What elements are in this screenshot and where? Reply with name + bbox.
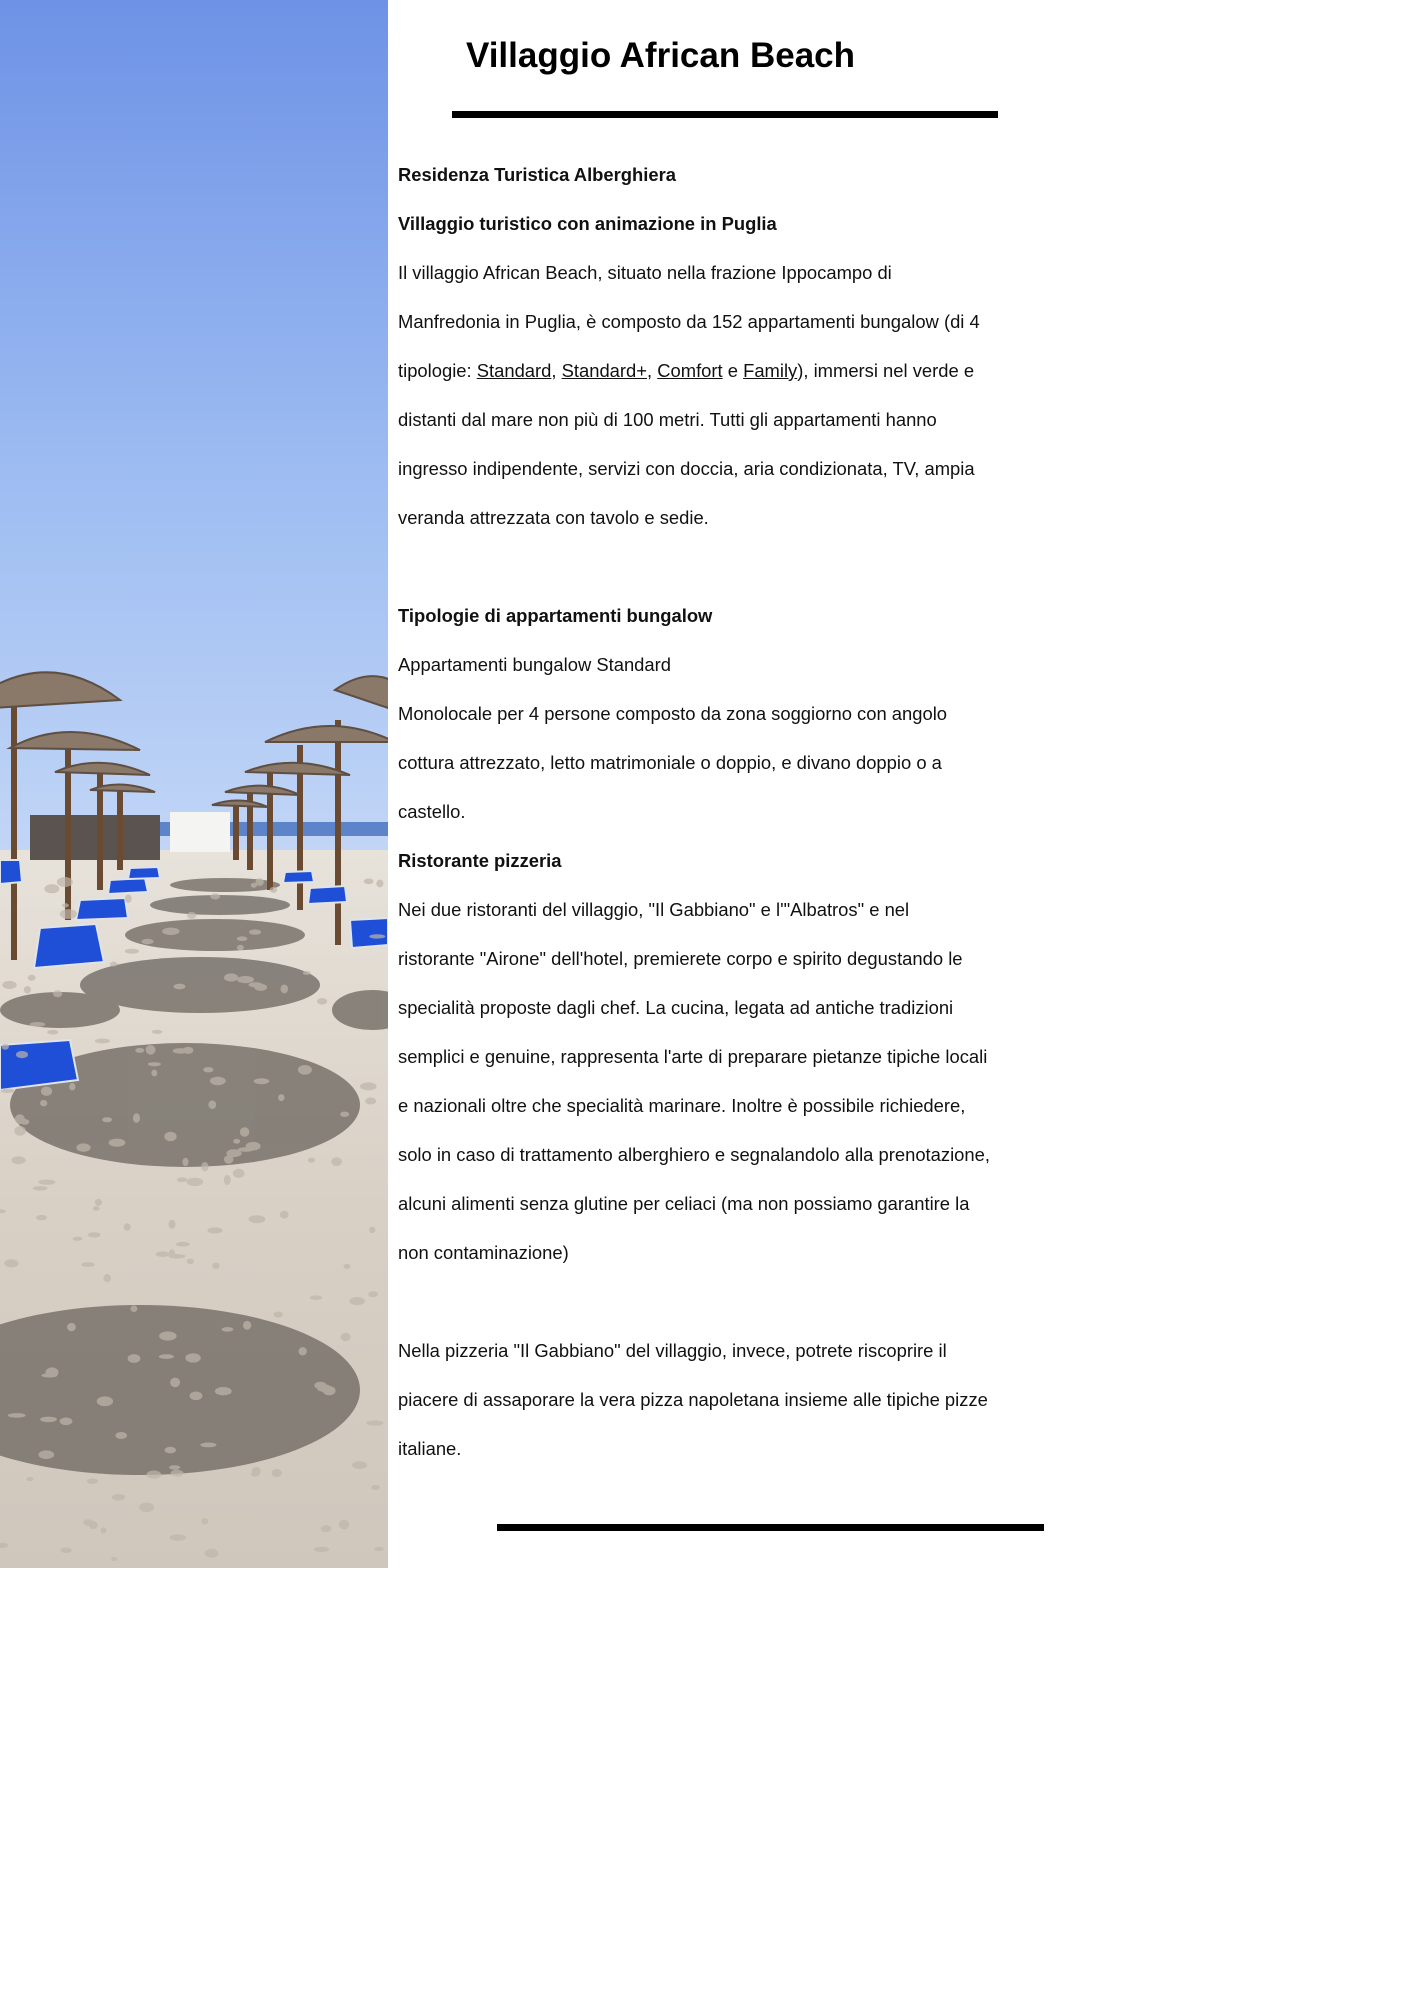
footprint-mark bbox=[102, 1117, 112, 1122]
footprint-mark bbox=[130, 1305, 137, 1312]
footprint-mark bbox=[139, 1503, 154, 1513]
footprint-mark bbox=[151, 1070, 157, 1077]
footprint-mark bbox=[159, 1331, 177, 1340]
footprint-mark bbox=[369, 1227, 375, 1233]
footprint-mark bbox=[53, 990, 62, 997]
types-heading: Tipologie di appartamenti bungalow bbox=[398, 605, 713, 626]
footprint-mark bbox=[210, 893, 220, 899]
footprint-mark bbox=[169, 1220, 176, 1229]
footprint-mark bbox=[274, 1312, 283, 1318]
footprint-mark bbox=[146, 1045, 156, 1055]
footprint-mark bbox=[170, 1378, 180, 1388]
footprint-mark bbox=[173, 1048, 188, 1054]
footprint-mark bbox=[224, 1175, 231, 1185]
footprint-mark bbox=[125, 949, 139, 954]
link-standard[interactable]: Standard bbox=[476, 360, 552, 381]
footprint-mark bbox=[310, 1296, 322, 1300]
footprint-mark bbox=[339, 1520, 350, 1530]
footprint-mark bbox=[369, 934, 385, 938]
footprint-mark bbox=[233, 1139, 240, 1144]
footprint-mark bbox=[278, 1094, 284, 1101]
footprint-mark bbox=[360, 1082, 377, 1090]
footprint-mark bbox=[317, 1384, 331, 1392]
beach-photo bbox=[0, 0, 388, 1568]
footprint-mark bbox=[1, 1044, 8, 1050]
footprint-mark bbox=[15, 1114, 25, 1124]
footprint-mark bbox=[375, 1547, 384, 1551]
footprint-mark bbox=[112, 1494, 125, 1500]
footprint-mark bbox=[251, 1472, 260, 1477]
footprint-mark bbox=[364, 878, 374, 884]
footprint-mark bbox=[111, 1557, 117, 1561]
footprint-mark bbox=[281, 985, 289, 994]
footprint-mark bbox=[171, 1470, 184, 1477]
footprint-mark bbox=[366, 1420, 383, 1425]
footprint-mark bbox=[124, 1223, 131, 1231]
footprint-mark bbox=[87, 1479, 99, 1484]
link-family[interactable]: Family bbox=[743, 360, 798, 381]
footprint-mark bbox=[233, 1169, 245, 1178]
footprint-mark bbox=[341, 1333, 351, 1341]
footprint-mark bbox=[97, 1396, 113, 1406]
restaurant-heading: Ristorante pizzeria bbox=[398, 850, 562, 871]
footprint-mark bbox=[243, 1321, 251, 1330]
footprint-mark bbox=[237, 976, 254, 983]
footprint-mark bbox=[125, 895, 132, 903]
title-divider bbox=[452, 111, 998, 118]
footprint-mark bbox=[331, 1157, 342, 1166]
footprint-mark bbox=[249, 982, 263, 987]
footprint-mark bbox=[38, 1180, 55, 1185]
footprint-mark bbox=[101, 1527, 107, 1533]
footprint-mark bbox=[24, 986, 31, 994]
footprint-mark bbox=[16, 1051, 28, 1058]
footprint-mark bbox=[201, 1518, 208, 1524]
footprint-mark bbox=[238, 1147, 254, 1152]
pizzeria-line: piacere di assaporare la vera pizza napoletana insieme alle tipiche pizze bbox=[398, 1389, 988, 1410]
footprint-mark bbox=[187, 1178, 204, 1186]
footprint-mark bbox=[135, 1048, 144, 1053]
intro-text: tipologie: bbox=[398, 360, 477, 381]
restaurant-line: specialità proposte dagli chef. La cucina, legata ad antiche tradizioni bbox=[398, 997, 954, 1018]
footprint-mark bbox=[169, 1249, 175, 1258]
link-standard-plus[interactable]: Standard+ bbox=[561, 360, 647, 381]
footprint-mark bbox=[210, 1077, 226, 1086]
footprint-mark bbox=[14, 1126, 26, 1136]
footprint-mark bbox=[224, 973, 238, 981]
restaurant-line: alcuni alimenti senza glutine per celiaci (ma non possiamo garantire la bbox=[398, 1193, 970, 1214]
footprint-mark bbox=[159, 1354, 174, 1359]
separator: , bbox=[551, 360, 562, 381]
footprint-mark bbox=[240, 1127, 250, 1137]
footprint-mark bbox=[39, 1450, 55, 1459]
standard-heading: Appartamenti bungalow Standard bbox=[398, 654, 671, 675]
footprint-mark bbox=[156, 1251, 170, 1257]
footprint-mark bbox=[83, 1519, 93, 1525]
footprint-mark bbox=[280, 1211, 289, 1219]
footprint-mark bbox=[147, 1471, 162, 1479]
footprint-mark bbox=[343, 1264, 350, 1269]
footprint-mark bbox=[60, 1548, 71, 1553]
footprint-mark bbox=[174, 984, 186, 990]
restaurant-line: Nei due ristoranti del villaggio, "Il Gabbiano" e l'"Albatros" e nel bbox=[398, 899, 910, 920]
footprint-mark bbox=[169, 1465, 180, 1470]
footprint-mark bbox=[47, 1030, 58, 1035]
footprint-mark bbox=[182, 1158, 188, 1167]
footprint-mark bbox=[215, 1387, 232, 1395]
footprint-mark bbox=[365, 1098, 376, 1105]
footprint-mark bbox=[177, 1177, 188, 1182]
footprint-mark bbox=[11, 1156, 25, 1164]
footprint-mark bbox=[46, 1367, 59, 1377]
footprint-mark bbox=[321, 1525, 332, 1532]
footprint-mark bbox=[26, 1477, 33, 1481]
beach-kiosk bbox=[30, 815, 160, 860]
document-title: Villaggio African Beach bbox=[466, 36, 855, 75]
subtitle-residence: Residenza Turistica Alberghiera bbox=[398, 164, 676, 185]
footprint-mark bbox=[133, 1113, 140, 1123]
footprint-mark bbox=[1, 1089, 14, 1093]
footprint-mark bbox=[255, 878, 263, 886]
restaurant-line: semplici e genuine, rappresenta l'arte di preparare pietanze tipiche locali bbox=[398, 1046, 988, 1067]
intro-line: Manfredonia in Puglia, è composto da 152 appartamenti bungalow (di 4 bbox=[398, 311, 980, 332]
footprint-mark bbox=[41, 1087, 52, 1096]
content-body bbox=[398, 150, 1068, 1473]
footprint-mark bbox=[376, 880, 383, 888]
footprint-mark bbox=[73, 1237, 83, 1241]
pizzeria-line: italiane. bbox=[398, 1438, 462, 1459]
separator: , bbox=[647, 360, 658, 381]
footprint-mark bbox=[62, 903, 69, 907]
footprint-mark bbox=[298, 1065, 312, 1075]
footprint-mark bbox=[272, 1469, 282, 1477]
intro-line: ingresso indipendente, servizi con doccia, aria condizionata, TV, ampia bbox=[398, 458, 975, 479]
restaurant-line: solo in caso di trattamento alberghiero e segnalandolo alla prenotazione, bbox=[398, 1144, 990, 1165]
footprint-mark bbox=[222, 1327, 234, 1332]
footprint-mark bbox=[352, 1461, 367, 1469]
footprint-mark bbox=[185, 1353, 200, 1362]
footprint-mark bbox=[187, 1259, 194, 1264]
footprint-mark bbox=[249, 1215, 266, 1223]
footprint-mark bbox=[187, 912, 196, 919]
footprint-mark bbox=[2, 981, 16, 989]
footprint-mark bbox=[44, 884, 59, 893]
link-comfort[interactable]: Comfort bbox=[657, 360, 723, 381]
footprint-mark bbox=[115, 1432, 127, 1439]
subtitle-village: Villaggio turistico con animazione in Puglia bbox=[398, 213, 777, 234]
restaurant-line: ristorante "Airone" dell'hotel, premierete corpo e spirito degustando le bbox=[398, 948, 963, 969]
restaurant-line: e nazionali oltre che specialità marinare. Inoltre è possibile richiedere, bbox=[398, 1095, 966, 1116]
footprint-mark bbox=[40, 1100, 47, 1106]
footprint-mark bbox=[237, 936, 248, 941]
footprint-mark bbox=[103, 1274, 111, 1282]
footprint-mark bbox=[30, 1022, 46, 1027]
footprint-mark bbox=[69, 1083, 75, 1091]
footprint-mark bbox=[88, 1232, 101, 1237]
footprint-mark bbox=[190, 1392, 203, 1401]
footprint-mark bbox=[60, 1418, 73, 1426]
footprint-mark bbox=[164, 1132, 176, 1141]
footprint-mark bbox=[128, 1354, 141, 1363]
footprint-mark bbox=[95, 1199, 102, 1206]
intro-line: veranda attrezzata con tavolo e sedie. bbox=[398, 507, 709, 528]
footprint-mark bbox=[299, 1347, 307, 1355]
footprint-mark bbox=[76, 1143, 90, 1151]
intro-line: distanti dal mare non più di 100 metri. Tutti gli appartamenti hanno bbox=[398, 409, 937, 430]
footprint-mark bbox=[33, 1186, 48, 1190]
footprint-mark bbox=[81, 1262, 94, 1267]
footprint-mark bbox=[270, 887, 278, 893]
footprint-mark bbox=[110, 962, 117, 967]
footprint-mark bbox=[208, 1100, 216, 1109]
footprint-mark bbox=[203, 1067, 213, 1072]
footprint-mark bbox=[207, 1227, 222, 1233]
separator: e bbox=[722, 360, 744, 381]
footprint-mark bbox=[141, 939, 153, 944]
standard-line: Monolocale per 4 persone composto da zona soggiorno con angolo bbox=[398, 703, 948, 724]
intro-line: Il villaggio African Beach, situato nella frazione Ippocampo di bbox=[398, 262, 892, 283]
intro-text: ), immersi nel verde e bbox=[797, 360, 975, 381]
footprint-mark bbox=[201, 1162, 208, 1171]
footprint-mark bbox=[162, 928, 180, 935]
footprint-mark bbox=[340, 1112, 349, 1117]
footprint-mark bbox=[349, 1297, 364, 1305]
restaurant-line: non contaminazione) bbox=[398, 1242, 569, 1263]
paragraph-spacer bbox=[398, 1277, 1068, 1326]
footprint-mark bbox=[36, 1215, 47, 1220]
footprint-mark bbox=[254, 1078, 270, 1084]
footprint-mark bbox=[368, 1291, 378, 1297]
footer-divider bbox=[497, 1524, 1044, 1531]
standard-line: castello. bbox=[398, 801, 466, 822]
footprint-mark bbox=[212, 1263, 219, 1269]
footprint-mark bbox=[152, 1030, 163, 1034]
footprint-mark bbox=[249, 929, 261, 934]
footprint-mark bbox=[148, 1062, 161, 1066]
intro-line-types bbox=[398, 346, 1068, 395]
footprint-mark bbox=[237, 945, 244, 951]
footprint-mark bbox=[371, 1485, 380, 1490]
beach-building bbox=[170, 812, 230, 852]
footprint-mark bbox=[176, 1242, 190, 1247]
footprint-mark bbox=[95, 1039, 110, 1044]
footprint-mark bbox=[303, 971, 311, 975]
footprint-mark bbox=[40, 1417, 57, 1423]
footprint-mark bbox=[314, 1547, 329, 1552]
footprint-mark bbox=[93, 1206, 100, 1211]
standard-line: cottura attrezzato, letto matrimoniale o doppio, e divano doppio o a bbox=[398, 752, 942, 773]
footprint-mark bbox=[109, 1139, 126, 1147]
footprint-mark bbox=[60, 909, 77, 919]
footprint-mark bbox=[165, 1447, 176, 1454]
footprint-mark bbox=[200, 1443, 216, 1448]
beach-illustration bbox=[0, 0, 388, 1568]
footprint-mark bbox=[308, 1158, 315, 1163]
footprint-mark bbox=[4, 1259, 18, 1267]
footprint-mark bbox=[170, 1534, 187, 1540]
footprint-mark bbox=[28, 975, 36, 981]
pizzeria-line: Nella pizzeria "Il Gabbiano" del villaggio, invece, potrete riscoprire il bbox=[398, 1340, 947, 1361]
footprint-mark bbox=[317, 998, 327, 1005]
footprint-mark bbox=[8, 1413, 26, 1418]
footprint-mark bbox=[205, 1549, 219, 1558]
paragraph-spacer bbox=[398, 542, 1068, 591]
footprint-mark bbox=[57, 877, 73, 887]
footprint-mark bbox=[67, 1323, 76, 1331]
